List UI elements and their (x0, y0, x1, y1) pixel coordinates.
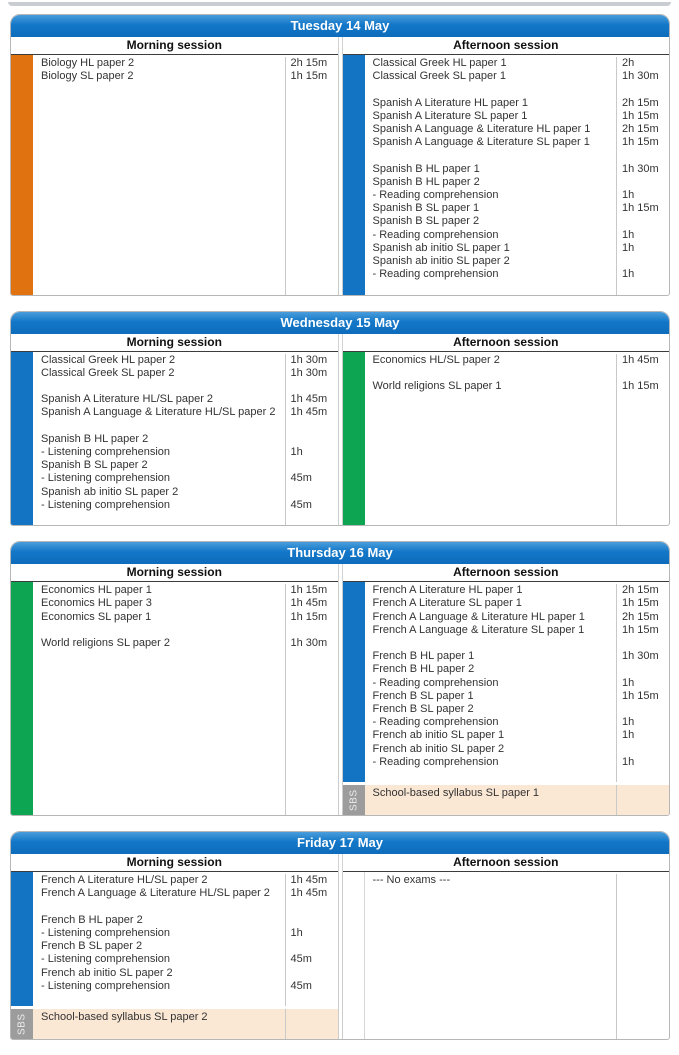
sbs-exam-row (365, 785, 670, 815)
exam-name: Spanish B HL paper 2 (41, 432, 149, 445)
exam-name: Spanish B SL paper 2 (372, 215, 480, 228)
exam-row (33, 624, 338, 637)
exam-name: Spanish ab initio SL paper 2 (372, 255, 510, 268)
exam-name: - Listening comprehension (41, 953, 171, 966)
exam-duration: 1h (616, 716, 669, 729)
exam-row (33, 887, 338, 900)
exam-duration: 1h 45m (616, 354, 669, 367)
afternoon-session-header: Afternoon session (343, 854, 670, 872)
exam-list (365, 55, 670, 295)
exam-name: Economics HL paper 3 (41, 597, 152, 610)
exam-row (365, 268, 670, 281)
exam-name: - Listening comprehension (41, 979, 171, 992)
exam-row (365, 743, 670, 756)
exam-list (33, 582, 338, 815)
exam-row (33, 611, 338, 624)
exam-duration: 1h 15m (616, 624, 669, 637)
exam-duration (616, 255, 669, 268)
exam-list (365, 582, 670, 782)
exam-name: Spanish A Literature SL paper 1 (372, 109, 528, 122)
exam-name: - Listening comprehension (41, 446, 171, 458)
day-title: Thursday 16 May (11, 542, 669, 564)
exam-duration: 45m (285, 472, 338, 485)
exam-duration: 1h 45m (285, 393, 338, 406)
exam-duration (616, 785, 669, 815)
exam-duration: 2h 15m (285, 57, 338, 70)
exam-list (33, 872, 338, 1006)
exam-row (365, 650, 670, 663)
day-title: Tuesday 14 May (11, 15, 669, 37)
exam-name: Classical Greek HL paper 2 (41, 353, 176, 366)
exam-duration (285, 420, 338, 433)
sbs-exam-row (33, 1009, 338, 1039)
exam-row (365, 663, 670, 676)
subject-group-bar (11, 582, 33, 815)
day-title: Wednesday 15 May (11, 312, 669, 334)
exam-name (365, 149, 617, 162)
afternoon-session-column (343, 352, 670, 526)
exam-name: Spanish B SL paper 2 (41, 459, 148, 472)
exam-row (365, 716, 670, 729)
exam-row (33, 584, 338, 597)
sbs-label: SBS (343, 785, 365, 815)
filler-row (33, 650, 338, 815)
subject-group-bar (343, 55, 365, 295)
exam-row (365, 202, 670, 215)
morning-session-header: Morning session (11, 334, 338, 352)
morning-session-header: Morning session (11, 854, 338, 872)
top-divider (8, 2, 671, 6)
exam-name: - Reading comprehension (372, 228, 499, 241)
sbs-row (343, 782, 670, 815)
exam-name (33, 380, 285, 393)
exam-row (365, 729, 670, 742)
exam-name: Spanish ab initio SL paper 1 (372, 241, 510, 254)
exam-name: Spanish A Language & Literature HL paper 1 (372, 123, 591, 135)
exam-name (33, 901, 285, 914)
exam-row (33, 393, 338, 406)
filler-row (365, 393, 670, 525)
exam-row (365, 176, 670, 189)
exam-row (33, 420, 338, 433)
exam-name (33, 624, 285, 637)
exam-name: French B HL paper 2 (372, 663, 475, 676)
exam-row (33, 70, 338, 83)
exam-name: - Reading comprehension (372, 268, 499, 281)
exam-name: French ab initio SL paper 1 (372, 729, 505, 742)
exam-row (33, 953, 338, 966)
exam-duration: 1h (616, 729, 669, 742)
exam-duration: 45m (285, 953, 338, 966)
exam-list (365, 352, 670, 526)
morning-session-column (11, 55, 338, 295)
subject-group-bar (11, 352, 33, 526)
exam-row (365, 380, 670, 393)
exam-duration (616, 367, 669, 380)
exam-duration: 1h 15m (285, 70, 338, 83)
exam-name: Spanish A Language & Literature HL/SL paper 2 (41, 406, 276, 419)
exam-row (365, 611, 670, 624)
exam-duration: 2h 15m (616, 611, 669, 624)
exam-duration: 1h 45m (285, 406, 338, 419)
exam-duration: 1h 30m (616, 650, 669, 663)
exam-row (365, 690, 670, 703)
day-title: Friday 17 May (11, 832, 669, 854)
exam-duration (285, 380, 338, 393)
exam-name: Classical Greek SL paper 2 (41, 366, 175, 379)
exam-row (365, 189, 670, 202)
exam-duration (285, 967, 338, 980)
exam-row (33, 367, 338, 380)
exam-row (33, 406, 338, 419)
exam-duration (285, 624, 338, 637)
exam-list (33, 55, 338, 295)
exam-duration: 1h (285, 927, 338, 940)
exam-row (365, 123, 670, 136)
exam-name: World religions SL paper 1 (372, 380, 502, 392)
exam-row (33, 980, 338, 993)
exam-row (365, 83, 670, 96)
subject-group-bar (11, 872, 33, 1006)
exam-duration: 1h 15m (285, 611, 338, 624)
exam-duration: 1h (616, 242, 669, 255)
session-header-row (11, 564, 669, 582)
exam-name: French B HL paper 1 (372, 650, 475, 663)
exam-duration (616, 83, 669, 96)
exam-name: French B SL paper 2 (372, 703, 474, 716)
exam-name: - Listening comprehension (41, 498, 171, 511)
exam-name: - Reading comprehension (372, 189, 499, 201)
exam-duration (616, 663, 669, 676)
filler-row (33, 83, 338, 294)
exam-duration: 1h 15m (616, 690, 669, 703)
exam-duration: 1h 45m (285, 887, 338, 900)
session-header-row (11, 37, 669, 55)
exam-row (33, 940, 338, 953)
exam-name: Economics HL/SL paper 2 (372, 353, 500, 366)
exam-name: - Reading comprehension (372, 716, 499, 729)
exam-duration: 1h 15m (616, 380, 669, 393)
exam-duration (616, 637, 669, 650)
exam-name: French B HL paper 2 (41, 913, 143, 926)
exam-duration: 2h (616, 57, 669, 70)
morning-session-header: Morning session (11, 564, 338, 582)
afternoon-session-column (343, 582, 670, 815)
exam-row (365, 354, 670, 367)
exam-row (365, 624, 670, 637)
exam-name: Spanish A Language & Literature SL paper 1 (372, 136, 590, 149)
exam-name: French A Language & Literature SL paper 1 (372, 623, 585, 636)
exam-name: French A Literature SL paper 1 (372, 597, 522, 610)
exam-duration: 1h (616, 229, 669, 242)
exam-row (33, 459, 338, 472)
exam-name: French A Literature HL paper 1 (372, 584, 523, 597)
exam-name (33, 420, 285, 433)
exam-name: French ab initio SL paper 2 (372, 742, 505, 755)
exam-duration (285, 940, 338, 953)
exam-row (365, 163, 670, 176)
subject-group-bar (343, 582, 365, 782)
exam-duration: 1h 45m (285, 597, 338, 610)
exam-duration: 1h 30m (285, 367, 338, 380)
exam-name: French B SL paper 1 (372, 689, 474, 702)
exam-row (365, 703, 670, 716)
exam-name: Biology SL paper 2 (41, 70, 134, 83)
exam-duration (285, 901, 338, 914)
exam-duration: 2h 15m (616, 123, 669, 136)
exam-name: Spanish A Literature HL/SL paper 2 (41, 393, 214, 406)
exam-row (33, 433, 338, 446)
exam-row (365, 229, 670, 242)
exam-row (365, 110, 670, 123)
exam-row (33, 57, 338, 70)
exam-row (33, 927, 338, 940)
morning-session-header: Morning session (11, 37, 338, 55)
exam-duration (616, 176, 669, 189)
afternoon-session-column (343, 872, 670, 1039)
filler-row (365, 887, 670, 1039)
exam-duration (285, 914, 338, 927)
exam-row (33, 637, 338, 650)
exam-row (33, 874, 338, 887)
exam-row (365, 367, 670, 380)
day-block-friday (10, 831, 670, 1040)
exam-name: - Reading comprehension (372, 755, 499, 768)
subject-group-bar-empty (343, 872, 365, 1039)
exam-duration: 45m (285, 499, 338, 512)
exam-row (33, 446, 338, 459)
afternoon-session-column (343, 55, 670, 295)
exam-name: French B SL paper 2 (41, 940, 143, 953)
exam-duration: 1h 30m (616, 70, 669, 83)
exam-duration: 1h (616, 677, 669, 690)
exam-name: Spanish B SL paper 1 (372, 202, 480, 215)
exam-duration: 1h (616, 756, 669, 769)
exam-name: - Reading comprehension (372, 676, 499, 689)
session-header-row (11, 334, 669, 352)
exam-row (33, 486, 338, 499)
exam-name: Economics HL paper 1 (41, 584, 152, 597)
exam-row (365, 584, 670, 597)
exam-duration: 2h 15m (616, 584, 669, 597)
exam-row (365, 149, 670, 162)
exam-name (365, 367, 617, 380)
exam-row (33, 967, 338, 980)
exam-row (33, 499, 338, 512)
exam-row (365, 70, 670, 83)
exam-duration: 1h (616, 268, 669, 281)
exam-duration: 45m (285, 980, 338, 993)
exam-duration (285, 1009, 338, 1039)
filler-row (365, 769, 670, 782)
exam-duration (285, 459, 338, 472)
exam-row (365, 874, 670, 887)
exam-name: Spanish ab initio SL paper 2 (41, 485, 179, 498)
subject-group-bar (343, 352, 365, 526)
filler-row (365, 281, 670, 294)
exam-name: Spanish B HL paper 2 (372, 175, 480, 188)
exam-row (33, 901, 338, 914)
exam-row (365, 215, 670, 228)
exam-row (33, 380, 338, 393)
morning-session-column (11, 582, 338, 815)
filler-row (33, 512, 338, 525)
exam-duration: 2h 15m (616, 97, 669, 110)
exam-name: Economics SL paper 1 (41, 610, 152, 623)
exam-name: French A Literature HL/SL paper 2 (41, 874, 208, 887)
exam-name (365, 83, 617, 96)
exam-row (365, 677, 670, 690)
sbs-label: SBS (11, 1009, 33, 1039)
morning-session-column (11, 352, 338, 526)
exam-row (33, 914, 338, 927)
exam-duration (616, 703, 669, 716)
exam-duration: 1h 30m (285, 637, 338, 650)
exam-row (365, 255, 670, 268)
exam-duration: 1h 15m (616, 110, 669, 123)
day-block-wednesday (10, 311, 670, 527)
exam-row (365, 597, 670, 610)
subject-group-bar (11, 55, 33, 295)
exam-name: Spanish B HL paper 1 (372, 162, 480, 175)
exam-row (365, 136, 670, 149)
exam-duration: 1h (285, 446, 338, 459)
exam-name: School-based syllabus SL paper 2 (41, 1011, 208, 1024)
exam-row (33, 472, 338, 485)
session-header-row (11, 854, 669, 872)
exam-duration: 1h 30m (616, 163, 669, 176)
exam-duration: 1h (616, 189, 669, 202)
exam-duration: 1h 45m (285, 874, 338, 887)
exam-duration: 1h 30m (285, 354, 338, 367)
exam-row (33, 597, 338, 610)
exam-duration: 1h 15m (285, 584, 338, 597)
exam-duration (616, 149, 669, 162)
exam-name: Biology HL paper 2 (41, 57, 135, 69)
sbs-row (11, 1006, 338, 1039)
exam-duration (616, 215, 669, 228)
exam-row (365, 637, 670, 650)
afternoon-session-header: Afternoon session (343, 37, 670, 55)
exam-row (365, 97, 670, 110)
exam-duration (616, 743, 669, 756)
exam-name: - Listening comprehension (41, 927, 171, 940)
exam-duration (616, 874, 669, 887)
morning-session-column (11, 872, 338, 1039)
filler-row (33, 993, 338, 1006)
exam-duration: 1h 15m (616, 136, 669, 149)
exam-name: World religions SL paper 2 (41, 637, 171, 649)
exam-name: Classical Greek SL paper 1 (372, 70, 506, 83)
afternoon-session-header: Afternoon session (343, 334, 670, 352)
exam-list (365, 872, 670, 1039)
exam-name: French A Language & Literature HL/SL paper 2 (41, 887, 270, 900)
afternoon-session-header: Afternoon session (343, 564, 670, 582)
exam-duration (285, 433, 338, 446)
exam-name: --- No exams --- (372, 874, 451, 887)
exam-name: French ab initio SL paper 2 (41, 966, 173, 979)
exam-name: Classical Greek HL paper 1 (372, 57, 507, 69)
exam-row (365, 57, 670, 70)
day-block-tuesday (10, 14, 670, 296)
exam-duration: 1h 15m (616, 202, 669, 215)
exam-name (365, 637, 617, 650)
exam-name: - Listening comprehension (41, 472, 171, 485)
exam-name: Spanish A Literature HL paper 1 (372, 96, 529, 109)
exam-duration: 1h 15m (616, 597, 669, 610)
exam-duration (285, 486, 338, 499)
exam-name: School-based syllabus SL paper 1 (372, 787, 540, 800)
exam-name: French A Language & Literature HL paper 1 (372, 610, 585, 623)
exam-row (33, 354, 338, 367)
day-block-thursday (10, 541, 670, 816)
exam-row (365, 242, 670, 255)
exam-row (365, 756, 670, 769)
exam-list (33, 352, 338, 526)
